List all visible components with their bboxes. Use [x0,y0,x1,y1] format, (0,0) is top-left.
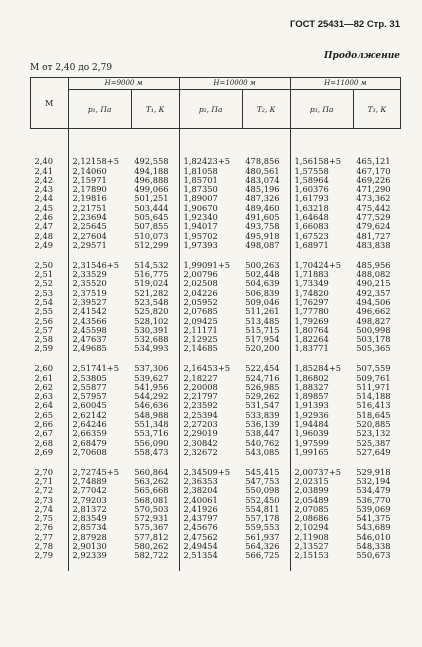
table-cell: 2,44 [31,194,69,203]
table-cell: 2,13527 [294,541,329,552]
table-cell: 2,23694 [72,212,107,223]
table-cell: 2,77042 [72,485,107,496]
table-cell: 2,83549 [72,513,107,524]
table-cell: 532,688 [131,335,179,344]
table-cell: 1,90670 [183,202,218,213]
table-cell: 489,460 [242,204,290,213]
table-cell: 528,102 [131,317,179,326]
table-cell: 2,29571 [72,239,107,250]
table-cell: 536,139 [242,420,290,429]
table-cell: 551,348 [131,420,179,429]
table-cell: 2,66 [31,420,69,429]
table-cell: 504,639 [242,279,290,288]
table-cell: 2,61 [31,374,69,383]
table-cell: 2,72745+5 [72,466,120,477]
table-cell: 2,05952 [183,296,218,307]
table-cell: 577,812 [131,533,179,542]
table-cell: 2,65 [31,411,69,420]
table-cell: 536,770 [356,494,391,505]
table-cell: 2,03899 [294,485,329,496]
table-cell: 539,069 [356,503,391,514]
table-cell: 514,188 [356,391,391,402]
table-cell: 561,937 [242,533,290,542]
table-cell: 2,52 [31,279,69,288]
table-cell: 483,838 [356,239,391,250]
continuation-label: Продолжение [324,51,400,61]
table-cell: 572,931 [131,514,179,523]
table-cell: 558,473 [131,448,179,457]
table-cell: 2,72 [31,486,69,495]
table-cell: 1,79269 [294,315,329,326]
table-cell: 2,67 [31,429,69,438]
table-cell: 550,673 [356,550,391,561]
table-cell: 1,73349 [294,278,329,289]
table-cell: 2,78 [31,542,69,551]
table-cell: 524,716 [242,374,290,383]
table-cell: 2,41926 [183,503,218,514]
table-cell: 2,62 [31,383,69,392]
table-cell: 2,49454 [183,541,218,552]
column-header-m: M [31,78,69,129]
table-cell: 1,99165 [294,446,329,457]
table-cell: 537,306 [131,364,179,373]
table-cell: 2,71 [31,477,69,486]
table-cell: 2,51741+5 [72,363,120,374]
table-cell: 2,21797 [183,391,218,402]
table-cell: 500,263 [242,261,290,270]
table-cell: 559,553 [242,523,290,532]
table-cell: 580,262 [131,542,179,551]
table-cell: 2,73 [31,496,69,505]
table-cell: 2,51 [31,270,69,279]
table-cell: 564,326 [242,542,290,551]
table-cell: 2,70 [31,468,69,477]
table-cell: 1,82264 [294,334,329,345]
table-cell: 523,132 [356,428,391,439]
table-cell: 2,11171 [183,324,218,335]
table-cell: 507,559 [356,363,391,374]
table-cell: 475,442 [356,202,391,213]
table-cell: 2,60 [31,364,69,373]
table-cell: 2,41 [31,167,69,176]
table-cell: 493,758 [242,222,290,231]
table-cell: 2,00796 [183,269,218,280]
table-cell: 1,89857 [294,391,329,402]
table-cell: 554,811 [242,505,290,514]
table-cell: 2,15153 [294,550,329,561]
table-cell: 513,485 [242,317,290,326]
table-cell: 1,97393 [183,239,218,250]
table-cell: 1,61793 [294,193,329,204]
table-cell: 575,367 [131,523,179,532]
table-cell: 2,51354 [183,550,218,561]
table-cell: 2,41542 [72,306,107,317]
table-cell: 518,645 [356,409,391,420]
table-cell: 503,178 [356,334,391,345]
range-label: M от 2,40 до 2,79 [30,63,113,73]
table-cell: 2,68 [31,439,69,448]
table-cell: 2,15971 [72,174,107,185]
table-cell: 511,971 [356,381,391,392]
table-cell: 487,326 [242,194,290,203]
table-cell: 553,716 [131,429,179,438]
table-cell: 501,251 [131,194,179,203]
table-cell: 534,993 [131,344,179,353]
table-cell: 543,085 [242,448,290,457]
table-cell: 2,00737+5 [294,466,342,477]
table-cell: 566,725 [242,551,290,560]
table-cell: 548,988 [131,411,179,420]
table-cell: 2,45676 [183,522,218,533]
table-cell: 2,50 [31,261,69,270]
table-cell: 570,503 [131,505,179,514]
table-cell: 1,88327 [294,381,329,392]
table-cell: 540,762 [242,439,290,448]
table-cell: 498,827 [356,315,391,326]
atmosphere-table [30,77,401,571]
table-cell: 2,43797 [183,513,218,524]
table-cell: 477,529 [356,212,391,223]
table-cell: 533,839 [242,411,290,420]
table-cell: 2,47 [31,222,69,231]
table-cell: 557,178 [242,514,290,523]
table-cell: 511,261 [242,307,290,316]
table-cell: 545,415 [242,468,290,477]
table-cell: 2,21751 [72,202,107,213]
table-cell: 2,02508 [183,278,218,289]
table-cell: 539,627 [131,374,179,383]
table-cell: 2,49685 [72,343,107,354]
table-cell: 2,36353 [183,476,218,486]
table-cell: 2,53805 [72,372,107,383]
table-cell: 492,558 [131,157,179,166]
table-cell: 520,885 [356,419,391,430]
table-cell: 519,024 [131,279,179,288]
table-cell: 2,16453+5 [183,363,231,374]
table-cell: 498,087 [242,241,290,250]
table-cell: 514,532 [131,261,179,270]
table-cell: 521,282 [131,289,179,298]
table-cell: 2,31546+5 [72,259,120,270]
table-cell: 2,60045 [72,400,107,411]
table-cell: 485,956 [356,259,391,270]
table-cell: 2,76 [31,523,69,532]
table-cell: 538,447 [242,429,290,438]
table-cell: 568,081 [131,496,179,505]
column-header-t1: T₁, К [131,90,179,129]
table-cell: 1,83771 [294,343,329,354]
table-cell: 2,02315 [294,476,329,486]
table-cell: 2,81372 [72,503,107,514]
table-cell: 1,89007 [183,193,218,204]
table-cell: 1,82423+5 [183,156,231,167]
table-cell: 2,08686 [294,513,329,524]
table-cell: 2,11908 [294,531,329,542]
table-cell: 503,444 [131,204,179,213]
table-cell: 2,46 [31,213,69,222]
table-cell: 509,046 [242,298,290,307]
table-cell: 1,74820 [294,287,329,298]
column-header-t3: T₃, К [353,90,400,129]
table-cell: 2,07085 [294,503,329,514]
table-cell: 467,170 [356,165,391,176]
table-cell: 516,413 [356,400,391,411]
table-cell: 495,918 [242,232,290,241]
table-cell: 1,99091+5 [183,259,231,270]
table-cell: 532,194 [356,476,391,486]
table-cell: 505,365 [356,343,391,354]
table-cell: 2,14685 [183,343,218,354]
table-cell: 2,05489 [294,494,329,505]
table-cell: 1,80764 [294,324,329,335]
table-cell: 548,338 [356,541,391,552]
table-cell: 2,42 [31,176,69,185]
table-cell: 2,23592 [183,400,218,411]
table-cell: 2,53 [31,289,69,298]
table-cell: 2,14060 [72,165,107,176]
table-cell: 1,87350 [183,184,218,195]
table-cell: 506,839 [242,289,290,298]
table-cell: 2,34509+5 [183,466,231,477]
table-cell: 2,27604 [72,230,107,241]
table-cell: 563,262 [131,477,179,486]
table-cell: 481,727 [356,230,391,241]
table-cell: 505,645 [131,213,179,222]
table-cell: 543,689 [356,522,391,533]
table-cell: 496,888 [131,176,179,185]
table-cell: 1,86802 [294,372,329,383]
table-cell: 1,58964 [294,174,329,185]
column-header-h3: H=11000 м [290,78,400,90]
table-cell: 520,200 [242,344,290,353]
table-cell: 1,85284+5 [294,363,342,374]
table-cell: 494,188 [131,167,179,176]
table-cell: 2,79 [31,551,69,560]
table-cell: 2,35520 [72,278,107,289]
table-cell: 1,68971 [294,239,329,250]
table-cell: 2,54 [31,298,69,307]
table-cell: 550,098 [242,486,290,495]
table-cell: 480,561 [242,167,290,176]
table-cell: 523,548 [131,298,179,307]
table-cell: 2,79203 [72,494,107,505]
table-cell: 2,12925 [183,334,218,345]
table-cell: 2,62142 [72,409,107,420]
table-cell: 2,77 [31,533,69,542]
table-cell: 492,357 [356,287,391,298]
table-cell: 2,37519 [72,287,107,298]
table-cell: 2,04226 [183,287,218,298]
table-cell: 2,47637 [72,334,107,345]
table-cell: 534,479 [356,485,391,496]
table-cell: 2,10294 [294,522,329,533]
table-cell: 496,662 [356,306,391,317]
table-cell: 507,855 [131,222,179,231]
column-header-p1: p₁, Па [68,90,131,129]
table-cell: 485,196 [242,185,290,194]
table-cell: 479,624 [356,221,391,232]
table-cell: 556,090 [131,439,179,448]
table-cell: 2,18227 [183,372,218,383]
table-cell: 516,775 [131,270,179,279]
table-cell: 2,25645 [72,221,107,232]
table-body [31,129,401,571]
table-cell: 2,47562 [183,531,218,542]
table-cell: 2,40061 [183,494,218,505]
table-cell: 502,448 [242,270,290,279]
table-cell: 2,25394 [183,409,218,420]
table-cell: 531,547 [242,401,290,410]
table-cell: 1,67523 [294,230,329,241]
page-header: ГОСТ 25431—82 Стр. 31 [289,19,400,30]
table-cell: 2,19816 [72,193,107,204]
table-cell: 1,81058 [183,165,218,176]
table-cell: 515,715 [242,326,290,335]
table-row [31,241,401,250]
table-cell: 2,27203 [183,419,218,430]
table-cell: 2,85734 [72,522,107,533]
table-cell: 2,87928 [72,531,107,542]
table-cell: 546,010 [356,531,391,542]
table-cell: 2,30842 [183,437,218,448]
table-cell: 2,45598 [72,324,107,335]
table-cell: 525,820 [131,307,179,316]
table-cell: 1,70424+5 [294,259,342,270]
table-cell: 1,56158+5 [294,156,342,167]
column-header-h1: H=9000 м [68,78,179,90]
table-cell: 2,57 [31,326,69,335]
table-cell: 2,49 [31,241,69,250]
table-cell: 491,605 [242,213,290,222]
table-cell: 1,94484 [294,419,329,430]
table-cell: 2,57957 [72,391,107,402]
table-cell: 488,082 [356,269,391,280]
table-cell: 2,40 [31,157,69,166]
table-cell: 541,956 [131,383,179,392]
table-cell: 1,66083 [294,221,329,232]
table-cell: 500,998 [356,324,391,335]
table-cell: 1,96039 [294,428,329,439]
table-cell: 2,58 [31,335,69,344]
table-cell: 2,38204 [183,485,218,496]
table-cell: 509,761 [356,372,391,383]
table-cell: 2,20008 [183,381,218,392]
table-cell: 478,856 [242,157,290,166]
table-cell: 560,864 [131,468,179,477]
table-cell: 2,66359 [72,428,107,439]
table-cell: 525,387 [356,437,391,448]
table-cell: 512,299 [131,241,179,250]
table-cell: 2,70608 [72,446,107,457]
table-cell: 1,71883 [294,269,329,280]
table-cell: 1,95702 [183,230,218,241]
table-cell: 490,215 [356,278,391,289]
table-cell: 2,32672 [183,446,218,457]
table-cell: 529,918 [356,466,391,477]
table-cell: 2,43566 [72,315,107,326]
table-cell: 1,94017 [183,221,218,232]
table-cell: 2,12158+5 [72,156,120,167]
table-cell: 510,073 [131,232,179,241]
table-cell: 2,45 [31,204,69,213]
table-cell: 2,29019 [183,428,218,439]
table-cell: 2,63 [31,392,69,401]
table-cell: 483,074 [242,176,290,185]
table-cell: 527,649 [356,446,391,457]
table-cell: 2,90130 [72,541,107,552]
table-cell: 1,64648 [294,212,329,223]
table-cell: 2,64246 [72,419,107,430]
table-cell: 1,91393 [294,400,329,411]
table-cell: 1,85701 [183,174,218,185]
table-cell: 2,74889 [72,476,107,486]
table-cell: 2,92339 [72,550,107,561]
table-cell: 541,375 [356,513,391,524]
table-cell: 469,226 [356,174,391,185]
table-cell: 2,59 [31,344,69,353]
column-header-t2: T₂, К [242,90,290,129]
column-header-p2: p₂, Па [179,90,242,129]
table-cell: 1,76297 [294,296,329,307]
table-cell: 2,75 [31,514,69,523]
table-cell: 565,668 [131,486,179,495]
table-row [31,448,401,457]
table-cell: 2,39527 [72,296,107,307]
table-cell: 529,262 [242,392,290,401]
table-cell: 1,92936 [294,409,329,420]
table-cell: 494,506 [356,296,391,307]
table-cell: 499,066 [131,185,179,194]
table-cell: 2,55877 [72,381,107,392]
table-cell: 2,74 [31,505,69,514]
table-cell: 546,636 [131,401,179,410]
table-cell: 2,64 [31,401,69,410]
table-cell: 471,290 [356,184,391,195]
column-header-h2: H=10000 м [179,78,290,90]
table-cell: 2,48 [31,232,69,241]
column-header-p3: p₃, Па [290,90,353,129]
table-cell: 1,92340 [183,212,218,223]
table-cell: 530,391 [131,326,179,335]
table-cell: 1,57558 [294,165,329,176]
table-cell: 544,292 [131,392,179,401]
table-cell: 552,450 [242,496,290,505]
table-cell: 473,362 [356,193,391,204]
table-cell: 522,454 [242,364,290,373]
table-cell: 2,43 [31,185,69,194]
table-cell: 1,63218 [294,202,329,213]
table-cell: 1,60376 [294,184,329,195]
table-cell: 1,97599 [294,437,329,448]
table-cell: 2,07685 [183,306,218,317]
table-cell: 2,56 [31,317,69,326]
table-cell: 2,33529 [72,269,107,280]
table-cell: 526,985 [242,383,290,392]
table-cell: 2,17890 [72,184,107,195]
table-cell: 547,753 [242,477,290,486]
table-cell: 582,722 [131,551,179,560]
table-cell: 517,954 [242,335,290,344]
table-cell: 2,55 [31,307,69,316]
table-cell: 2,09425 [183,315,218,326]
table-cell: 465,121 [356,156,391,167]
table-cell: 2,68479 [72,437,107,448]
table-row [31,344,401,353]
table-cell: 1,77780 [294,306,329,317]
table-cell: 2,69 [31,448,69,457]
table-row [31,551,401,560]
